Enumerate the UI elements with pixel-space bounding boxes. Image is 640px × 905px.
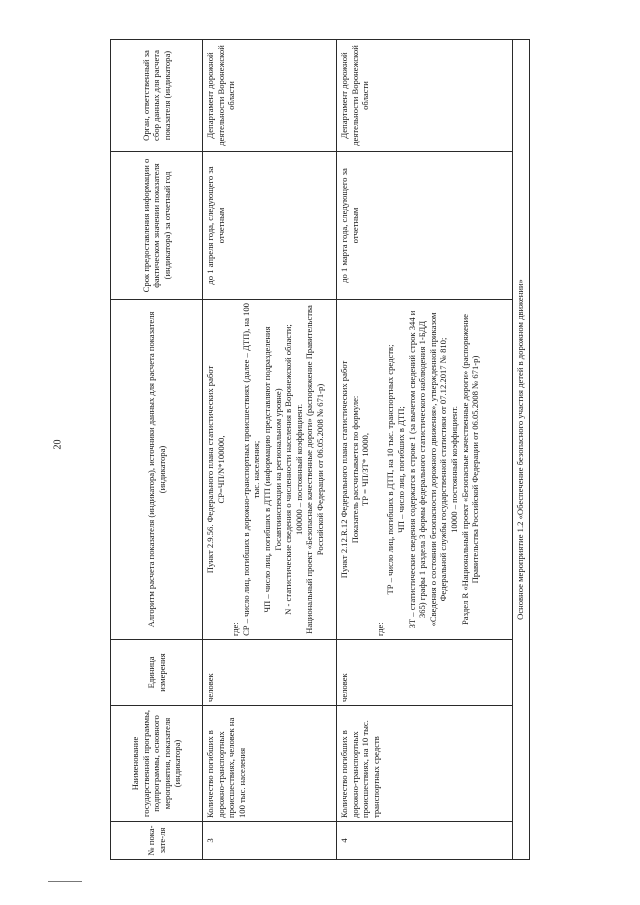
organization-cell: Департамент дорожной деятельности Воронежской области	[337, 40, 513, 152]
algorithm-cell	[337, 300, 513, 640]
table-header-row	[111, 40, 203, 860]
algorithm-formula: СР=ЧП/N*100000,	[215, 435, 226, 504]
algorithm-source: Пункт 2.9.56. Федерального плана статистических работ	[205, 365, 215, 574]
indicator-table	[110, 39, 530, 860]
header-name: Наименование государственной программы, подпрограммы, основного мероприятия, показателя (индикатора)	[111, 706, 203, 822]
header-number: № пока-зате-ля	[111, 822, 203, 860]
table-row	[203, 40, 337, 860]
algorithm-line: Национальный проект «Безопасные качественные дороги» (распоряжение Правительства Российской Федерации от 06.05.2008 № 671-р)	[304, 305, 325, 634]
main-activity-title: Основное мероприятие 1.2 «Обеспечение безопасного участия детей в дорожном движении»	[513, 40, 530, 860]
algorithm-source: Пункт 2.12.R.12 Федерального плана статистических работ	[339, 360, 349, 579]
row-number: 3	[203, 822, 337, 860]
indicator-name: Количество погибших в дорожно-транспортных происшествиях, человек на 100 тыс. населения	[203, 706, 337, 822]
algorithm-line: 10000 – постоянный коэффициент.	[448, 406, 459, 533]
algorithm-line: 100000 – постоянный коэффициент.	[293, 403, 304, 536]
section-row	[513, 40, 530, 860]
algorithm-line: ЗТ – статистические сведения содержатся в строке 1 (за вычетом сведений строк 344 и 365) графы 1 раздела 3 формы федерального статистического наблюдения 1-БДД «Сведения о состоянии безопасности дорожного движения», утвержденной приказом Федеральной службы государственной статистики от 07.12.2017 № 810;	[406, 310, 449, 629]
algorithm-where: где:	[230, 622, 241, 636]
term-cell: до 1 марта года, следующего за отчетным	[337, 152, 513, 300]
header-unit: Единица измерения	[111, 640, 203, 706]
algorithm-line: СР – число лиц, погибших в дорожно-транспортных происшествиях (далее – ДТП), на 100 тыс. населения;	[240, 303, 262, 636]
algorithm-line: ЧП – число лиц, погибших в ДТП;	[395, 406, 406, 533]
algorithm-where: где:	[374, 622, 385, 636]
algorithm-formula: ТР = ЧП/ЗТ* 10000,	[360, 433, 371, 506]
indicator-name: Количество погибших в дорожно-транспортных происшествиях, на 10 тыс. транспортных средств	[337, 706, 513, 822]
row-number: 4	[337, 822, 513, 860]
rotated-table-container	[110, 40, 525, 860]
algorithm-line: ЧП – число лиц, погибших в ДТП (информацию представляют подразделения Госавтоинспекции на региональном уровне)	[261, 326, 283, 613]
algorithm-cell	[203, 300, 337, 640]
footnote-rule	[48, 881, 82, 882]
term-cell: до 1 апреля года, следующего за отчетным	[203, 152, 337, 300]
table-row	[337, 40, 513, 860]
algorithm-intro: Показатель рассчитывается по формуле:	[349, 395, 360, 544]
algorithm-line: ТР – число лиц, погибших в ДТП, на 10 тыс. транспортных средств;	[385, 344, 396, 595]
algorithm-line: N - статистические сведения о численности населения в Воронежской области;	[283, 324, 294, 615]
header-algorithm: Алгоритм расчета показателя (индикатора), источники данных для расчета показателя (индикатора)	[111, 300, 203, 640]
header-organization: Орган, ответственный за сбор данных для расчета показателя (индикатора)	[111, 40, 203, 152]
rotated-table-frame	[110, 40, 525, 860]
page-number: 20	[52, 439, 64, 450]
unit-cell: человек	[337, 640, 513, 706]
organization-cell: Департамент дорожной деятельности Воронежской области	[203, 40, 337, 152]
header-term: Срок предоставления информации о фактическом значении показателя (индикатора) за отчетный год	[111, 152, 203, 300]
unit-cell: человек	[203, 640, 337, 706]
algorithm-line: Раздел R «Национальный проект «Безопасные качественные дороги» (распоряжение Правительства Российской Федерации от 06.05.2008 № 671-р)	[459, 314, 481, 626]
